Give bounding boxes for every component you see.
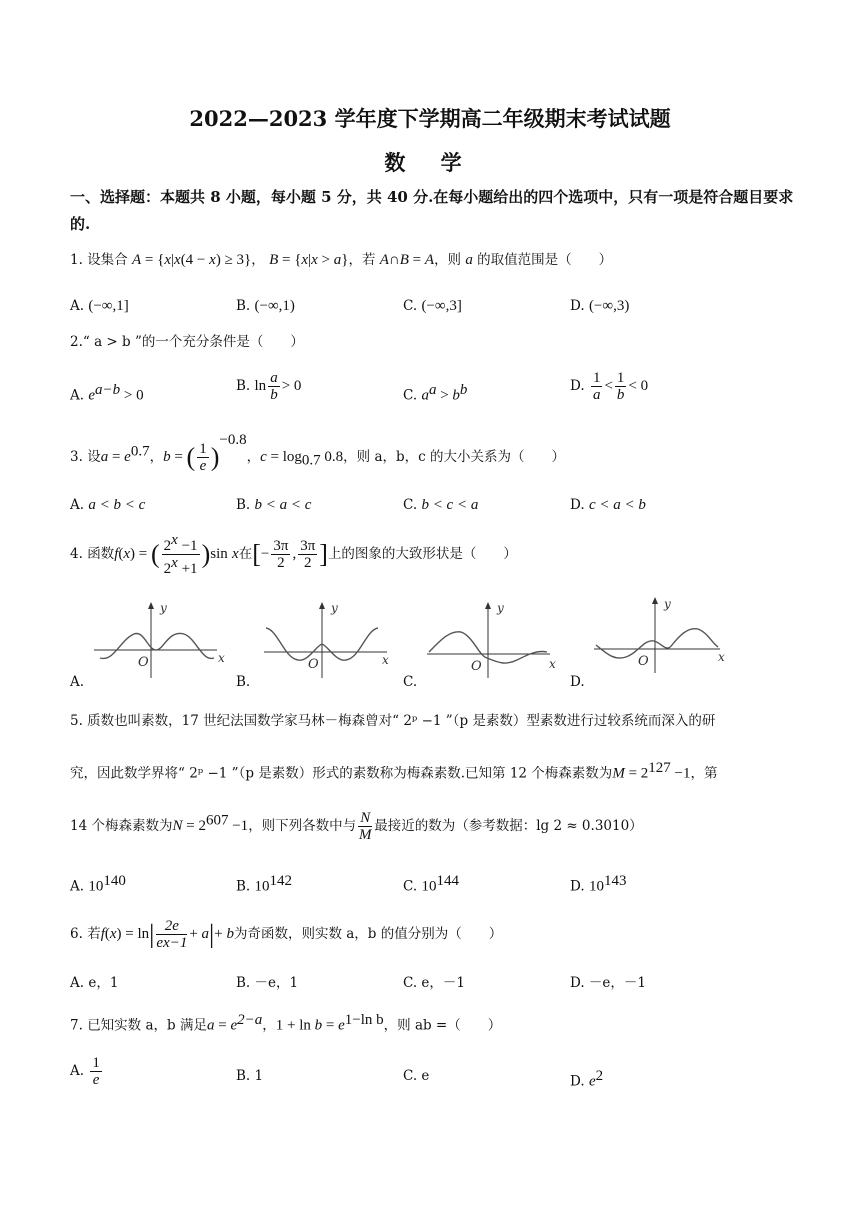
svg-text:y: y	[497, 601, 504, 615]
q1-option-c[interactable]: C. (−∞,3]	[403, 298, 462, 314]
svg-text:y: y	[664, 597, 671, 611]
question-5-line-2: 究，因此数学界将“ 2ᵖ −1 ”（p 是素数）形式的素数称为梅森素数.已知第 12 个梅森素数为$M = 2^{127} -1$，第	[70, 760, 718, 782]
graph-b[interactable]	[262, 600, 402, 680]
q7-option-c[interactable]: C. e	[403, 1068, 430, 1084]
q5-option-a[interactable]: A. $10^{140}$	[70, 873, 126, 895]
q2-option-d[interactable]: D. $\frac{1}{a}$ < $\frac{1}{b}$ < 0	[570, 370, 649, 403]
q1-option-d[interactable]: D. (−∞,3)	[570, 298, 630, 314]
svg-text:y: y	[331, 601, 338, 615]
q7-option-d[interactable]: D. $e^2$	[570, 1068, 604, 1090]
svg-text:x: x	[549, 657, 556, 671]
q4-option-b[interactable]: B.	[236, 674, 251, 690]
exam-title: 2022—2023 学年度下学期高二年级期末考试试题	[189, 106, 671, 131]
q2-option-b[interactable]: B. ln $\frac{a}{b}$ > 0	[236, 370, 302, 403]
svg-text:y: y	[160, 601, 167, 615]
q7-option-a[interactable]: A. $\frac{1}{e}$	[70, 1055, 100, 1088]
exam-subject: 数 学	[384, 150, 476, 175]
question-3: 3. 设$a = e^{0.7}$，b = ( $\frac{1}{e}$ )$^{-0.8}$，$c = \log_{0.7} 0.8$，则 a，b，c 的大小关系为（ ）	[70, 431, 566, 474]
q6-option-d[interactable]: D. －e，－1	[570, 975, 647, 991]
q1-option-a[interactable]: A. (−∞,1]	[70, 298, 129, 314]
q2-option-a[interactable]: A. $e^{a-b} > 0$	[70, 382, 144, 404]
q4-option-c[interactable]: C.	[403, 674, 418, 690]
q4-option-d[interactable]: D.	[570, 674, 585, 690]
q3-option-d[interactable]: D. c < a < b	[570, 497, 646, 513]
graph-d[interactable]	[592, 595, 732, 675]
question-2: 2.“ a > b ”的一个充分条件是（ ）	[70, 334, 304, 350]
question-text: 设集合	[87, 252, 128, 268]
q5-option-c[interactable]: C. $10^{144}$	[403, 873, 459, 895]
graph-c[interactable]	[425, 600, 565, 680]
q5-option-b[interactable]: B. $10^{142}$	[236, 873, 293, 895]
q2-option-c[interactable]: C. $a^a > b^b$	[403, 382, 468, 404]
question-4: 4. 函数f(x) = ( $\frac{2^x -1}{2^x +1}$ )sin x在[− $\frac{3\pi}{2}$ , $\frac{3\pi}{2}$ ]上的图象的大致形状是（ ）	[70, 532, 517, 577]
question-6: 6. 若f(x) = ln| $\frac{2e}{ex-1}$ + a|+ b为奇函数，则实数 a，b 的值分别为（ ）	[70, 918, 503, 951]
q6-option-b[interactable]: B. －e，1	[236, 975, 299, 991]
svg-text:x: x	[218, 651, 225, 665]
q3-option-c[interactable]: C. b < c < a	[403, 497, 479, 513]
question-7: 7. 已知实数 a，b 满足$a = e^{2-a}$，$1 + \ln b = e^{1-ln b}$，则 ab =（ ）	[70, 1012, 502, 1034]
svg-text:O: O	[471, 659, 482, 674]
question-number: 1.	[70, 252, 83, 268]
q4-option-a[interactable]: A.	[70, 674, 85, 690]
question-5-line-3: 14 个梅森素数为$N = 2^{607} -1$，则下列各数中与 $\frac{N}{M}$ 最接近的数为（参考数据：lg 2 ≈ 0.3010）	[70, 810, 643, 843]
q3-option-b[interactable]: B. b < a < c	[236, 497, 312, 513]
svg-text:O: O	[638, 654, 649, 669]
q5-option-d[interactable]: D. $10^{143}$	[570, 873, 627, 895]
svg-text:x: x	[382, 653, 389, 667]
q6-option-c[interactable]: C. e，－1	[403, 975, 466, 991]
svg-text:O: O	[308, 657, 319, 672]
question-1: 1. 设集合 A = {x|x(4 − x) ≥ 3}， B = {x|x > a}，若 A∩B = A，则 a 的取值范围是（ ）	[70, 252, 613, 268]
q1-option-b[interactable]: B. (−∞,1)	[236, 298, 295, 314]
q7-option-b[interactable]: B. 1	[236, 1068, 264, 1084]
svg-text:x: x	[718, 650, 725, 664]
q3-option-a[interactable]: A. a < b < c	[70, 497, 146, 513]
section-instructions: 一、选择题：本题共 8 小题，每小题 5 分，共 40 分.在每小题给出的四个选项中，只有一项是符合题目要求的.	[70, 188, 794, 233]
graph-a[interactable]	[92, 600, 232, 680]
q6-option-a[interactable]: A. e，1	[70, 975, 119, 991]
svg-text:O: O	[138, 655, 149, 670]
question-5-line-1: 5. 质数也叫素数，17 世纪法国数学家马林－梅森曾对“ 2ᵖ −1 ”（p 是素数）型素数进行过较系统而深入的研	[70, 713, 716, 729]
